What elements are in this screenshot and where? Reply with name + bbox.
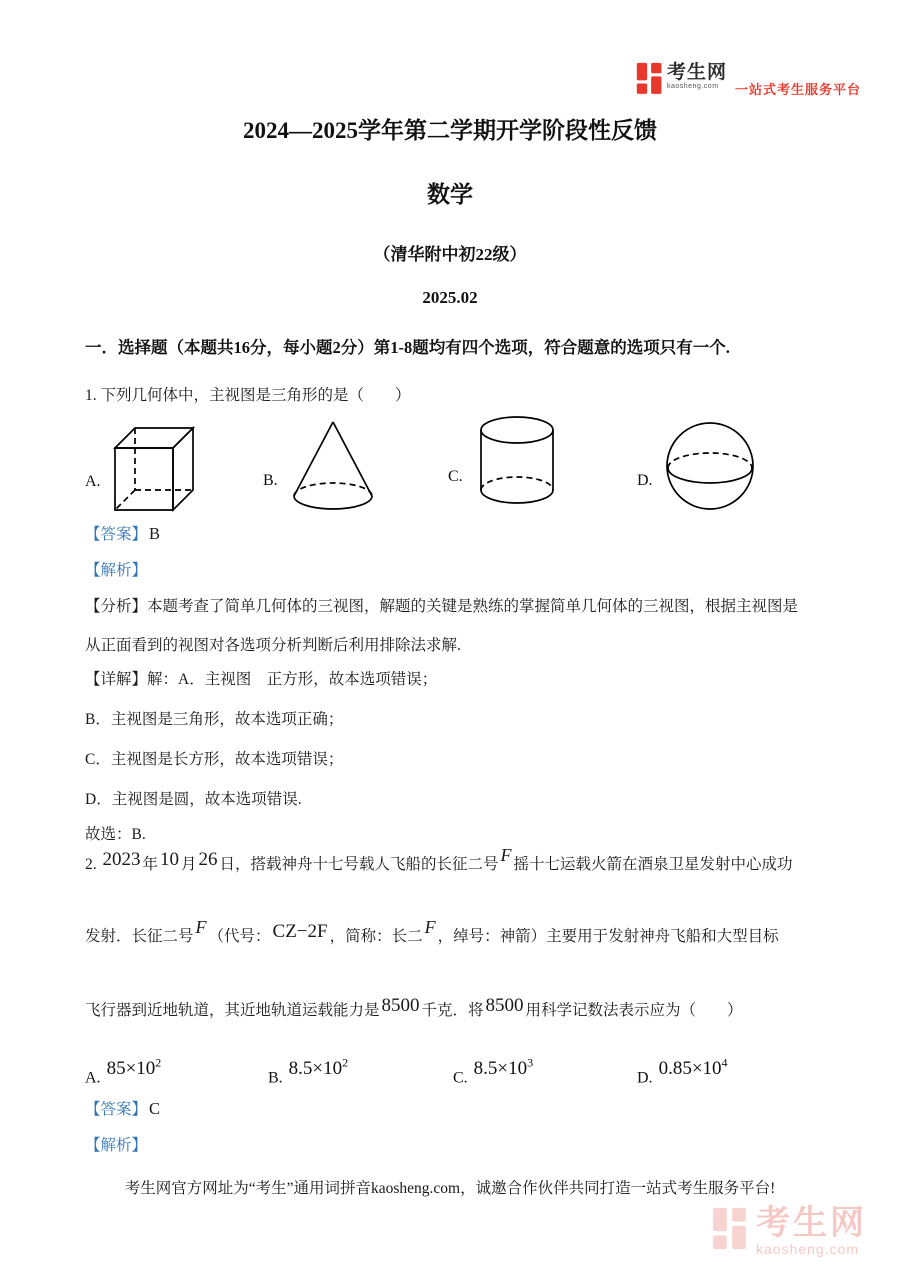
q2-text: ，简称：长二: [329, 928, 423, 945]
q1-answer-value: B: [149, 524, 161, 543]
q2-option-a: [85, 1055, 163, 1088]
q2-text: 年: [142, 856, 159, 873]
analysis-tag: 【分析】: [85, 598, 148, 615]
q1-option-a: [85, 448, 201, 516]
question-2-options: [85, 1040, 825, 1088]
jiexi-tag: 【解析】: [85, 562, 148, 579]
q2-answer-line: [85, 1097, 160, 1119]
watermark-brand-name: 考生网: [756, 1204, 867, 1242]
q1-answer-line: [85, 522, 160, 544]
cylinder-figure: [477, 414, 557, 506]
brand-logo: [636, 62, 861, 98]
q1-detail-line-5: 故选：B.: [85, 826, 146, 843]
q2-number: 2.: [85, 856, 97, 873]
math-month: 10: [160, 849, 180, 870]
q1-option-d-label: D.: [637, 472, 653, 489]
q2-option-c-value: $8.5\times 10^3$: [473, 1055, 534, 1079]
q1-detail-line-3: C．主视图是长方形，故本选项错误；: [85, 751, 344, 768]
q2-option-b-value: $8.5\times 10^2$: [288, 1055, 349, 1079]
q2-option-d-value: $0.85\times 10^4$: [658, 1055, 728, 1079]
math-year: 2023: [102, 849, 141, 870]
q1-analysis-line-1: [85, 594, 825, 616]
page-title: 2024—2025学年第二学期开学阶段性反馈: [243, 118, 657, 143]
q1-option-c-label: C.: [448, 468, 463, 485]
q1-jiexi-line: [85, 558, 147, 580]
brand-name: 考生网: [667, 62, 728, 83]
q1-option-c: [448, 448, 557, 506]
cone-figure: [290, 418, 376, 514]
q2-text: 日，搭载神舟十七号载人飞船的长征二号: [219, 856, 499, 873]
math-cz2f: CZ−2F: [272, 921, 328, 942]
watermark-text: [756, 1205, 867, 1257]
math-F: F: [195, 917, 207, 937]
brand-tagline: 一站式考生服务平台: [735, 82, 862, 97]
q1-detail-line-4: D．主视图是圆，故本选项错误.: [85, 791, 302, 808]
q2-option-d-label: D.: [637, 1069, 653, 1086]
kaosheng-logo-icon: [636, 62, 663, 94]
math-8500: 8500: [485, 995, 524, 1016]
q1-option-d: [637, 448, 755, 514]
kaosheng-watermark-icon: [712, 1205, 748, 1251]
q1-detail-line-1: 【详解】解：A．主视图 正方形，故本选项错误；: [85, 671, 438, 688]
q1-option-a-label: A.: [85, 473, 101, 490]
q2-text: 飞行器到近地轨道，其近地轨道运载能力是: [85, 1002, 380, 1019]
math-8500: 8500: [381, 995, 420, 1016]
q1-detail-line-2: B．主视图是三角形，故本选项正确；: [85, 711, 344, 728]
q2-option-c-label: C.: [453, 1069, 468, 1086]
brand-domain: kaosheng.com: [667, 83, 719, 90]
q2-text: 用科学记数法表示应为（ ）: [525, 1002, 743, 1019]
exam-date: 2025.02: [422, 288, 478, 307]
q2-answer-value: C: [149, 1099, 161, 1118]
q1-analysis-line-2: 从正面看到的视图对各选项分析判断后利用排除法求解.: [85, 637, 461, 654]
brand-watermark: [712, 1205, 867, 1257]
math-F: F: [500, 845, 512, 865]
q2-text: （代号：: [208, 928, 271, 945]
q2-text: 摇十七运载火箭在酒泉卫星发射中心成功: [513, 856, 793, 873]
analysis-text-1: 本题考查了简单几何体的三视图，解题的关键是熟练的掌握简单几何体的三视图，根据主视图是: [147, 598, 799, 615]
answer-tag: 【答案】: [85, 526, 148, 543]
watermark-brand-domain: kaosheng.com: [756, 1241, 860, 1257]
q2-text: 发射．长征二号: [85, 928, 194, 945]
q2-option-b-label: B.: [268, 1069, 283, 1086]
q2-text: ，绰号：神箭）主要用于发射神舟飞船和大型目标: [437, 928, 779, 945]
q2-option-d: [637, 1055, 730, 1088]
q2-text: 月: [181, 856, 197, 873]
q2-jiexi-line: [85, 1133, 147, 1155]
question-1-text: 1. 下列几何体中，主视图是三角形的是（ ）: [85, 387, 411, 404]
q2-option-b: [268, 1055, 350, 1088]
q2-option-c: [453, 1055, 535, 1088]
question-2-line-1: [85, 845, 825, 875]
q1-option-b: [263, 448, 376, 514]
math-day: 26: [198, 849, 218, 870]
math-F: F: [424, 917, 436, 937]
question-2-line-2: [85, 917, 825, 947]
class-note: （清华附中初22级）: [373, 245, 527, 264]
answer-tag: 【答案】: [85, 1101, 148, 1118]
sphere-figure: [665, 418, 755, 514]
footer-promo-text: 考生网官方网址为“考生”通用词拼音kaosheng.com，诚邀合作伙伴共同打造一站式考生服务平台!: [124, 1180, 776, 1197]
q2-text: 千克．将: [421, 1002, 484, 1019]
question-1-figures: [85, 408, 825, 513]
cube-figure: [109, 416, 201, 516]
jiexi-tag: 【解析】: [85, 1137, 148, 1154]
q1-option-b-label: B.: [263, 472, 278, 489]
q2-option-a-label: A.: [85, 1069, 101, 1086]
section-heading: 一．选择题（本题共16分，每小题2分）第1-8题均有四个选项，符合题意的选项只有一个.: [85, 338, 730, 357]
question-2-line-3: [85, 995, 825, 1021]
q2-option-a-value: $85\times 10^2$: [106, 1055, 162, 1079]
subject-title: 数学: [427, 182, 473, 207]
brand-text: [667, 62, 727, 90]
